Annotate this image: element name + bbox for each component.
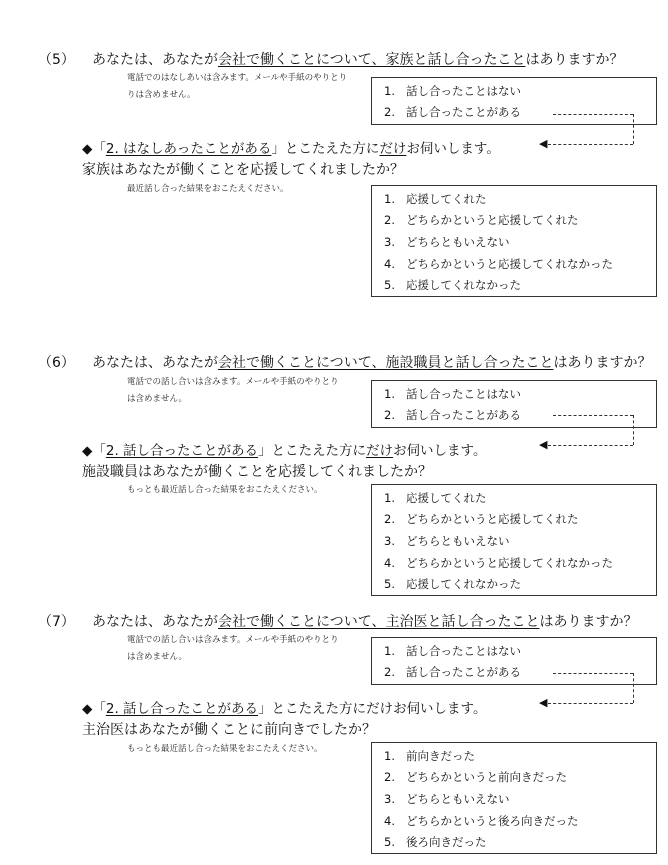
sub-question-note: 最近話し合った結果をおこたえください。 (127, 184, 289, 194)
branch-connector (548, 144, 633, 145)
option-2[interactable]: 2. 話し合ったことがある (384, 105, 521, 119)
sub-question-text: 家族はあなたが働くことを応援してくれましたか？ (82, 162, 404, 178)
branch-connector (548, 445, 633, 446)
option-2[interactable]: 2. 話し合ったことがある (384, 665, 521, 679)
sub-option-3[interactable]: 3. どちらともいえない (384, 534, 510, 548)
sub-option-2[interactable]: 2. どちらかというと応援してくれた (384, 512, 579, 526)
branch-connector (553, 415, 633, 416)
sub-option-4[interactable]: 4. どちらかというと応援してくれなかった (384, 257, 613, 271)
branch-connector (633, 415, 634, 445)
option-1[interactable]: 1. 話し合ったことはない (384, 387, 521, 401)
sub-option-5[interactable]: 5. 応援してくれなかった (384, 577, 521, 591)
followup-instruction: ◆「2. 話し合ったことがある」とこたえた方にだけお伺いします。 (82, 701, 487, 717)
question-note: 電話でのはなしあいは含みます。メールや手紙のやりとり りは含めません。 (127, 73, 348, 100)
answer-box (371, 380, 657, 428)
question-note: 電話での話し合いは含みます。メールや手紙のやりとり は含めません。 (127, 635, 339, 662)
sub-option-5[interactable]: 5. 応援してくれなかった (384, 278, 521, 292)
branch-connector (553, 114, 633, 115)
sub-option-4[interactable]: 4. どちらかというと応援してくれなかった (384, 556, 613, 570)
sub-option-2[interactable]: 2. どちらかというと応援してくれた (384, 213, 579, 227)
question-number: （6） (38, 355, 75, 371)
answer-box (371, 77, 657, 125)
branch-connector (553, 673, 633, 674)
sub-option-1[interactable]: 1. 前向きだった (384, 749, 475, 763)
sub-option-2[interactable]: 2. どちらかというと前向きだった (384, 770, 567, 784)
sub-question-note: もっとも最近話し合った結果をおこたえください。 (127, 485, 323, 495)
question-text: あなたは、あなたが会社で働くことについて、主治医と話し合ったことはありますか？ (92, 614, 638, 630)
sub-answer-box (371, 185, 657, 297)
followup-instruction: ◆「2. はなしあったことがある」とこたえた方にだけお伺いします。 (82, 141, 500, 157)
branch-connector (633, 673, 634, 703)
sub-option-5[interactable]: 5. 後ろ向きだった (384, 835, 487, 849)
branch-connector (548, 703, 633, 704)
sub-option-4[interactable]: 4. どちらかというと後ろ向きだった (384, 814, 579, 828)
sub-question-text: 施設職員はあなたが働くことを応援してくれましたか？ (82, 464, 432, 480)
sub-option-1[interactable]: 1. 応援してくれた (384, 491, 487, 505)
question-number: （7） (38, 614, 75, 630)
sub-answer-box (371, 742, 657, 854)
question-text: あなたは、あなたが会社で働くことについて、家族と話し合ったことはありますか？ (92, 52, 624, 68)
sub-answer-box (371, 484, 657, 596)
branch-connector (633, 114, 634, 144)
answer-box (371, 637, 657, 685)
option-1[interactable]: 1. 話し合ったことはない (384, 84, 521, 98)
option-1[interactable]: 1. 話し合ったことはない (384, 644, 521, 658)
option-2[interactable]: 2. 話し合ったことがある (384, 408, 521, 422)
question-text: あなたは、あなたが会社で働くことについて、施設職員と話し合ったことはありますか？ (92, 355, 652, 371)
sub-question-text: 主治医はあなたが働くことに前向きでしたか？ (82, 722, 376, 738)
sub-option-3[interactable]: 3. どちらともいえない (384, 792, 510, 806)
arrow-left-icon: ◀ (539, 696, 548, 709)
question-note: 電話での話し合いは含みます。メールや手紙のやりとり は含めません。 (127, 377, 339, 404)
sub-question-note: もっとも最近話し合った結果をおこたえください。 (127, 744, 323, 754)
sub-option-3[interactable]: 3. どちらともいえない (384, 235, 510, 249)
sub-option-1[interactable]: 1. 応援してくれた (384, 192, 487, 206)
arrow-left-icon: ◀ (539, 438, 548, 451)
arrow-left-icon: ◀ (539, 137, 548, 150)
question-number: （5） (38, 52, 75, 68)
followup-instruction: ◆「2. 話し合ったことがある」とこたえた方にだけお伺いします。 (82, 443, 487, 459)
